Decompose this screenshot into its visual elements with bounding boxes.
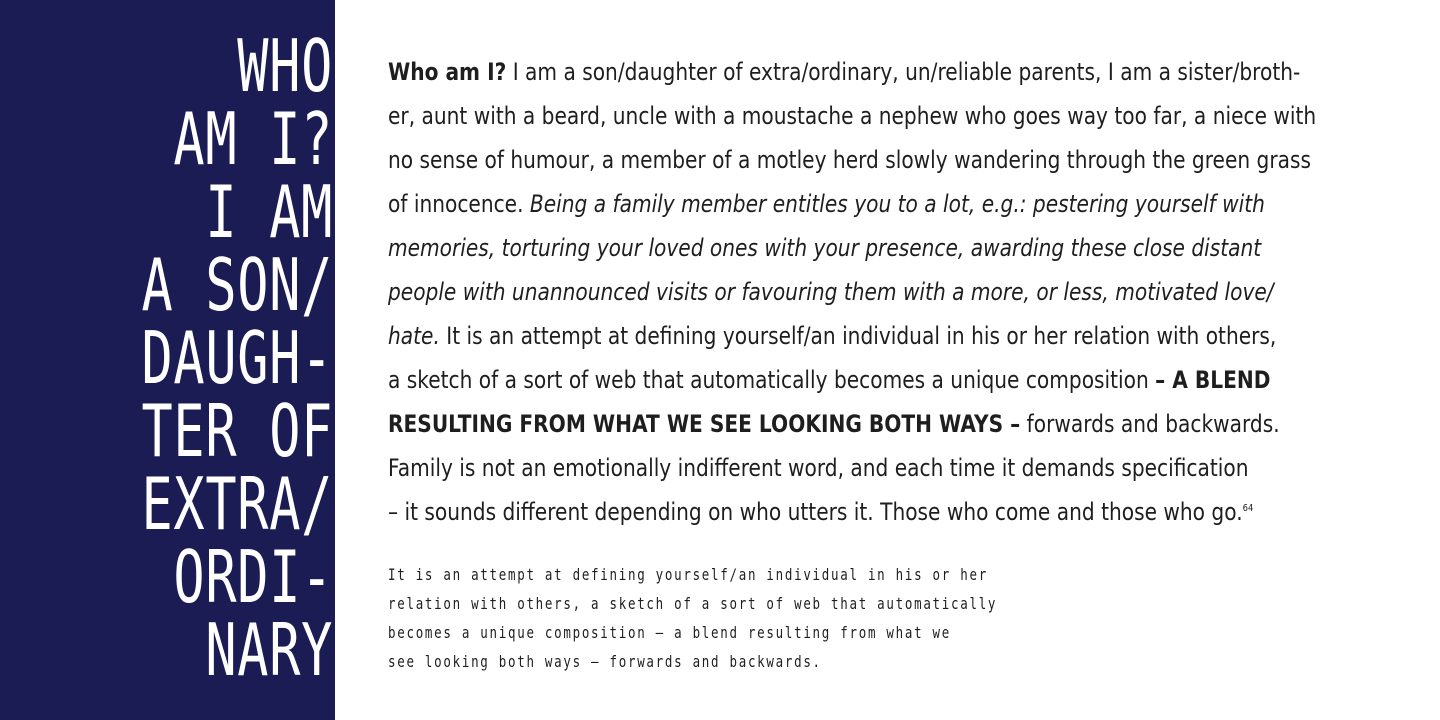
- display-title-line: TER OF: [141, 389, 333, 473]
- display-title-line: EXTRA/: [141, 462, 333, 546]
- paragraph-line: [388, 314, 1277, 358]
- paragraph-line: people with unannounced visits or favouring them with a more, or less, motivated love/: [388, 278, 1274, 306]
- text-run: I am a son/daughter of extra/ordinary, un/reliable parents, I am a sister/broth-: [506, 58, 1301, 86]
- display-title-line: I AM: [205, 170, 333, 254]
- display-title: [67, 24, 333, 692]
- paragraph-line: er, aunt with a beard, uncle with a moustache a nephew who goes way too far, a niece with: [388, 102, 1317, 130]
- lead-question: Who am I?: [388, 58, 507, 86]
- small-paragraph-line: relation with others, a sketch of a sort of web that automatically: [388, 594, 998, 613]
- main-paragraph: [388, 50, 1388, 534]
- display-title-line: WHO: [237, 24, 333, 108]
- caps-run: – A BLEND: [1155, 366, 1271, 394]
- text-column: [388, 50, 1388, 676]
- small-paragraph-line: It is an attempt at defining yourself/an individual in his or her: [388, 565, 988, 584]
- display-title-line: NARY: [205, 608, 333, 692]
- display-title-line: ORDI-: [173, 535, 333, 619]
- text-run: forwards and backwards.: [1020, 410, 1280, 438]
- small-paragraph-line: becomes a unique composition – a blend resulting from what we: [388, 623, 952, 642]
- text-run: of innocence.: [388, 190, 530, 218]
- small-paragraph-line: see looking both ways – forwards and backwards.: [388, 652, 822, 671]
- display-title-line: A SON/: [141, 243, 333, 327]
- paragraph-line: [388, 490, 1254, 534]
- italic-run: Being a family member entitles you to a lot, e.g.: pestering yourself with: [529, 190, 1265, 218]
- display-title-line: DAUGH-: [141, 316, 333, 400]
- paragraph-line: no sense of humour, a member of a motley herd slowly wandering through the green grass: [388, 146, 1312, 174]
- paragraph-line: [388, 182, 1265, 226]
- navy-title-panel: [0, 0, 335, 720]
- paragraph-line: [388, 50, 1301, 94]
- paragraph-line: [388, 402, 1280, 446]
- caps-run: RESULTING FROM WHAT WE SEE LOOKING BOTH WAYS –: [388, 410, 1021, 438]
- text-run: – it sounds different depending on who utters it. Those who come and those who go.: [388, 498, 1243, 526]
- paragraph-line: Family is not an emotionally indifferent word, and each time it demands specification: [388, 454, 1249, 482]
- italic-run: hate.: [388, 322, 440, 350]
- small-paragraph: [388, 560, 1388, 676]
- footnote-marker: 64: [1242, 503, 1254, 514]
- paragraph-line: [388, 358, 1271, 402]
- text-run: It is an attempt at defining yourself/an individual in his or her relation with others,: [439, 322, 1277, 350]
- display-title-line: AM I?: [173, 97, 333, 181]
- text-run: a sketch of a sort of web that automatically becomes a unique composition: [388, 366, 1156, 394]
- paragraph-line: memories, torturing your loved ones with your presence, awarding these close distant: [388, 234, 1262, 262]
